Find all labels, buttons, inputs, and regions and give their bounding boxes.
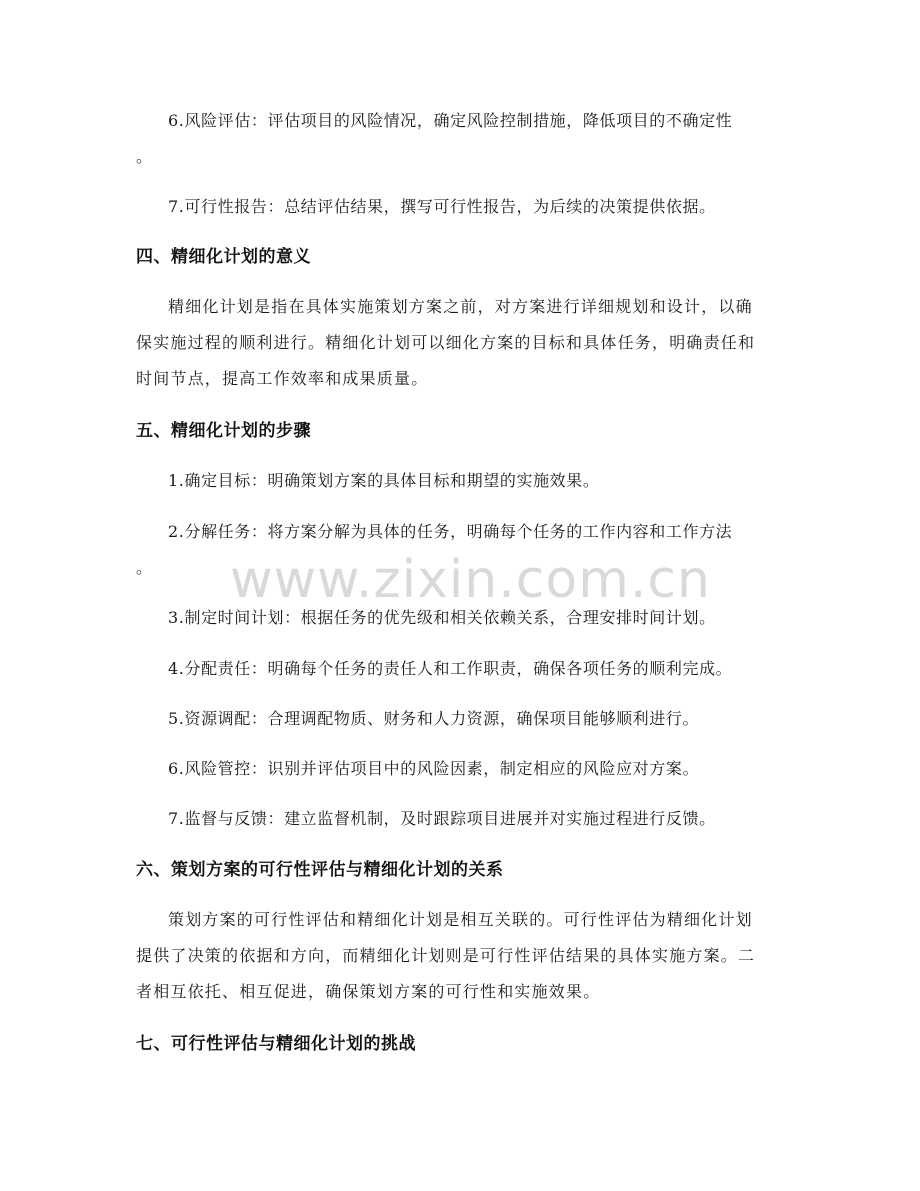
paragraph-line: 保实施过程的顺利进行。精细化计划可以细化方案的目标和具体任务，明确责任和 bbox=[136, 333, 756, 352]
section-heading-5: 五、精细化计划的步骤 bbox=[136, 421, 311, 441]
paragraph-line: 策划方案的可行性评估和精细化计划是相互关联的。可行性评估为精细化计划 bbox=[168, 910, 753, 929]
paragraph-line: 时间节点，提高工作效率和成果质量。 bbox=[136, 369, 429, 388]
list-item-risk-assessment-continuation: 。 bbox=[136, 147, 153, 166]
section-heading-4: 四、精细化计划的意义 bbox=[136, 247, 311, 267]
list-item-step-2-continuation: 。 bbox=[136, 558, 153, 577]
watermark: www.zixin.com.cn bbox=[230, 550, 711, 610]
list-item-step-6: 6.风险管控：识别并评估项目中的风险因素，制定相应的风险应对方案。 bbox=[168, 759, 700, 778]
list-item-step-1: 1.确定目标：明确策划方案的具体目标和期望的实施效果。 bbox=[168, 471, 600, 490]
paragraph-line: 精细化计划是指在具体实施策划方案之前，对方案进行详细规划和设计，以确 bbox=[168, 297, 753, 316]
list-item-step-4: 4.分配责任：明确每个任务的责任人和工作职责，确保各项任务的顺利完成。 bbox=[168, 659, 733, 678]
list-item-step-5: 5.资源调配：合理调配物质、财务和人力资源，确保项目能够顺利进行。 bbox=[168, 709, 700, 728]
section-heading-6: 六、策划方案的可行性评估与精细化计划的关系 bbox=[136, 860, 504, 880]
list-item-step-3: 3.制定时间计划：根据任务的优先级和相关依赖关系，合理安排时间计划。 bbox=[168, 608, 716, 627]
list-item-feasibility-report: 7.可行性报告：总结评估结果，撰写可行性报告，为后续的决策提供依据。 bbox=[168, 197, 716, 216]
paragraph-line: 提供了决策的依据和方向，而精细化计划则是可行性评估结果的具体实施方案。二 bbox=[136, 946, 756, 965]
section-heading-7: 七、可行性评估与精细化计划的挑战 bbox=[136, 1034, 416, 1054]
paragraph-line: 者相互依托、相互促进，确保策划方案的可行性和实施效果。 bbox=[136, 982, 601, 1001]
list-item-risk-assessment: 6.风险评估：评估项目的风险情况，确定风险控制措施，降低项目的不确定性 bbox=[168, 111, 733, 130]
list-item-step-2: 2.分解任务：将方案分解为具体的任务，明确每个任务的工作内容和工作方法 bbox=[168, 522, 733, 541]
list-item-step-7: 7.监督与反馈：建立监督机制，及时跟踪项目进展并对实施过程进行反馈。 bbox=[168, 809, 716, 828]
